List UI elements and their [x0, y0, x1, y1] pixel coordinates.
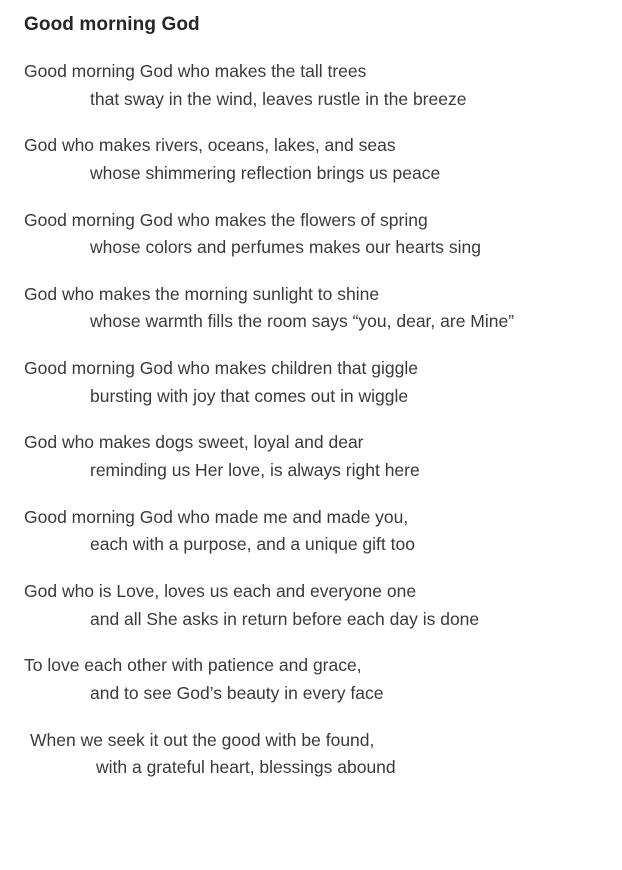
poem-body — [24, 58, 598, 782]
poem-line: Good morning God who made me and made you, — [24, 506, 409, 527]
poem-line: Good morning God who makes children that giggle — [24, 358, 418, 379]
poem-stanza — [24, 281, 598, 336]
poem-stanza — [24, 132, 598, 187]
poem-line: whose shimmering reflection brings us peace — [90, 162, 441, 183]
poem-stanza — [24, 207, 598, 262]
poem-stanza — [24, 429, 598, 484]
poem-line: God who makes rivers, oceans, lakes, and seas — [24, 135, 396, 156]
poem-line: reminding us Her love, is always right here — [90, 460, 420, 481]
poem-stanza — [24, 578, 598, 633]
poem-stanza — [24, 504, 598, 559]
page-title: Good morning God — [24, 14, 200, 35]
poem-stanza — [24, 355, 598, 410]
poem-line: bursting with joy that comes out in wiggle — [90, 385, 409, 406]
poem-line: God who makes the morning sunlight to shine — [24, 283, 380, 304]
poem-stanza — [24, 58, 598, 113]
poem-line: with a grateful heart, blessings abound — [96, 757, 396, 778]
poem-line: God who is Love, loves us each and everyone one — [24, 580, 417, 601]
poem-line: whose warmth fills the room says “you, dear, are Mine” — [90, 311, 515, 332]
poem-stanza — [24, 652, 598, 707]
poem-line: that sway in the wind, leaves rustle in the breeze — [90, 88, 467, 109]
poem-line: and all She asks in return before each day is done — [90, 608, 480, 629]
poem-line: When we seek it out the good with be found, — [30, 729, 375, 750]
poem-line: To love each other with patience and grace, — [24, 655, 362, 676]
poem-stanza — [24, 727, 598, 782]
poem-line: whose colors and perfumes makes our hearts sing — [90, 237, 482, 258]
poem-line: and to see God’s beauty in every face — [90, 682, 384, 703]
poem-line: each with a purpose, and a unique gift too — [90, 534, 415, 555]
poem-line: God who makes dogs sweet, loyal and dear — [24, 432, 364, 453]
poem-line: Good morning God who makes the tall trees — [24, 61, 367, 81]
poem-line: Good morning God who makes the flowers of spring — [24, 209, 428, 230]
